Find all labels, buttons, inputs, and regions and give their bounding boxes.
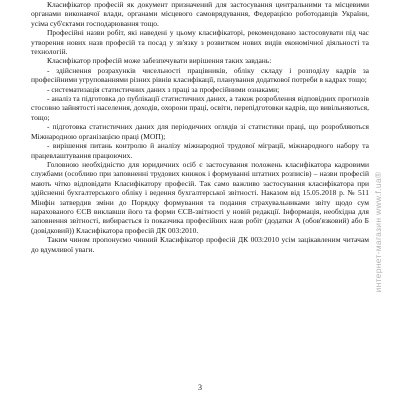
page-number: 3 [198,383,202,392]
paragraph-legal-entities: Головною необхідністю для юридичних осіб є застосування положень класифікатора кадровими службами (особливо при заповненні трудових книжок і формуванні штатних розписів) – назви професій мають чітко відповідати Класифікатору професій. Так само важливо застосування класифікатора при здійсненні бухгалтерського обліку і ведення бухгалтерської звітності. Наказом від 15.05.2018 р. № 511 Мінфін затвердив зміни до Порядку формування та подання страхувальниками звіту щодо сум нарахованого ЄСВ виклавши його та форми ЄСВ-звітності у новій редакції. Інформація, необхідна для заповнення звітності, вибирається із показчика професійних назв робіт (додатки А (обов'язковий) або Б (довідковий)) Класифікатора професій ДК 003:2010. [31,159,369,235]
list-item: - здійснення розрахунків чисельності працівників, обліку складу і розподілу кадрів за професійними угрупованнями різних рівнів класифікації, планування додаткової потреби в кадрах тощо; [31,65,369,85]
document-body [31,0,369,254]
watermark-text: интернет-магазин www.f.ua® [373,171,383,293]
list-item: - вирішення питань контролю й аналізу міжнародної трудової міграції, міжнародного набору та працевлаштування працюючих. [31,141,369,160]
list-item: - аналіз та підготовка до публікації статистичних даних, а також розроблення відповідних прогнозів стосовно зайнятості населення, доходів, охорони праці, освіти, перепідготовки кадрів, що вивільняються, тощо; [31,94,369,122]
paragraph-tasks-intro: Класифікатор професій може забезпечувати вирішення таких завдань: [47,56,272,66]
paragraph-purpose: Класифікатор професій як документ призначений для застосування центральними та місцевими органами виконавчої влади, органами місцевого самоврядування, Федерацією роботодавців України, усіма суб'єктами господарювання тощо. [31,0,369,28]
paragraph-conclusion: Таким чином пропонуємо чинний Класифікатор професій ДК 003:2010 усім зацікавленим читачам до вдумливої уваги. [31,235,369,254]
list-item: - систематизація статистичних даних з праці за професійними ознаками; [47,84,280,94]
list-item: - підготовка статистичних даних для періодичних оглядів зі статистики праці, що розробляються Міжнародною організацією праці (МОП); [31,122,369,141]
paragraph-professional-names: Професійні назви робіт, які наведені у цьому класифікаторі, рекомендовано застосовувати під час утворення нових назв професій та посад у зв'язку з розвитком нових видів економічної діяльності та технологій. [31,28,369,57]
